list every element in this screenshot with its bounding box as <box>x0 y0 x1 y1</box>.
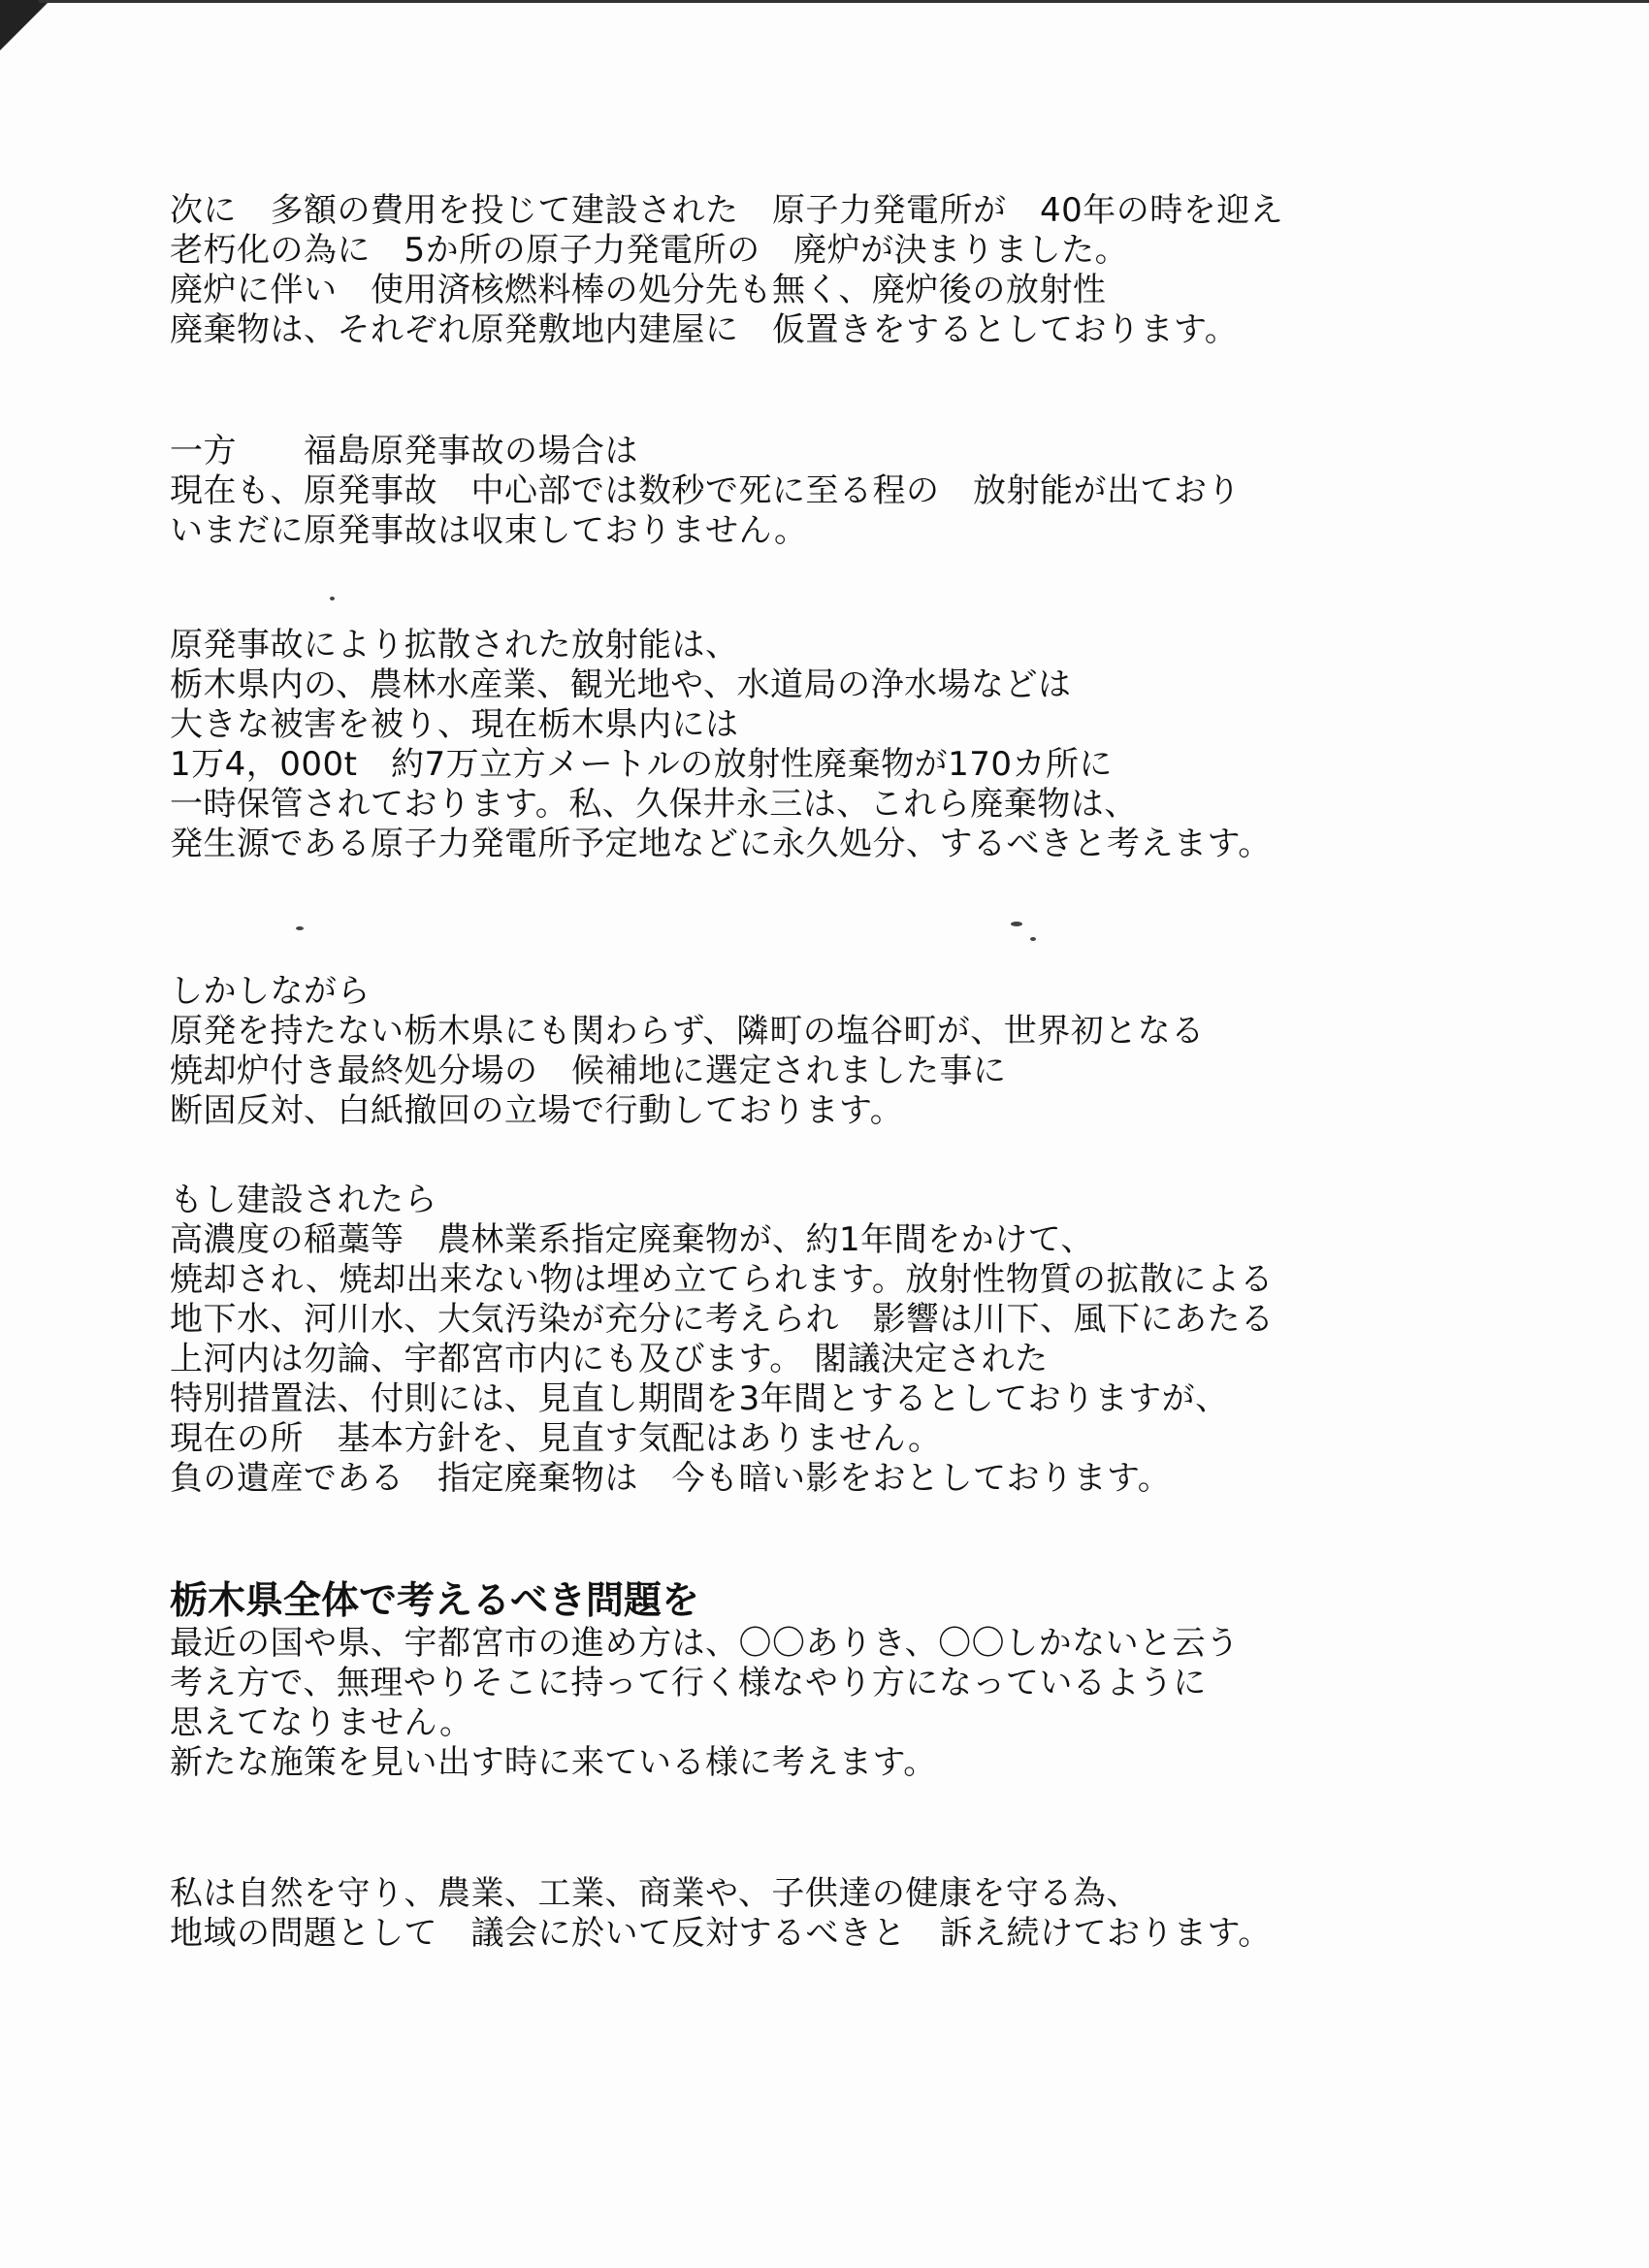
paragraph-5 <box>170 1181 1489 1499</box>
text-line: 負の遺産である 指定廃棄物は 今も暗い影をおとしております。 <box>170 1459 1172 1498</box>
text-line: 現在の所 基本方針を、見直す気配はありません。 <box>170 1419 942 1458</box>
text-line: 次に 多額の費用を投じて建設された 原子力発電所が 40年の時を迎え <box>170 191 1284 230</box>
text-line: 考え方で、無理やりそこに持って行く様なやり方になっているように <box>170 1664 1207 1702</box>
text-line: いまだに原発事故は収束しておりません。 <box>170 511 808 550</box>
text-line: 原発を持たない栃木県にも関わらず、隣町の塩谷町が、世界初となる <box>170 1012 1205 1051</box>
page-corner-shadow <box>0 0 50 50</box>
text-line: 廃棄物は、それぞれ原発敷地内建屋に 仮置きをするとしております。 <box>170 310 1239 349</box>
text-line: 焼却され、焼却出来ない物は埋め立てられます。放射性物質の拡散による <box>170 1260 1274 1299</box>
scan-speck <box>296 926 304 930</box>
text-line: 最近の国や県、宇都宮市の進め方は、〇〇ありき、〇〇しかないと云う <box>170 1624 1240 1663</box>
scan-speck <box>330 597 335 600</box>
text-line: 現在も、原発事故 中心部では数秒で死に至る程の 放射能が出ており <box>170 471 1241 510</box>
paragraph-4 <box>170 972 1489 1131</box>
paragraph-7 <box>170 1874 1489 1954</box>
text-line: しかしながら <box>170 972 371 1011</box>
text-line: 特別措置法、付則には、見直し期間を3年間とするとしておりますが、 <box>170 1379 1229 1418</box>
paragraph-1 <box>170 191 1489 350</box>
text-line: 新たな施策を見い出す時に来ている様に考えます。 <box>170 1743 937 1782</box>
text-line: 思えてなりません。 <box>170 1703 473 1742</box>
text-line: もし建設されたら <box>170 1181 437 1219</box>
text-line: 発生源である原子力発電所予定地などに永久処分、するべきと考えます。 <box>170 825 1272 863</box>
text-line: 栃木県内の、農林水産業、観光地や、水道局の浄水場などは <box>170 665 1072 704</box>
paragraph-2 <box>170 432 1489 551</box>
text-line: 一方 福島原発事故の場合は <box>170 432 638 470</box>
text-line: 断固反対、白紙撤回の立場で行動しております。 <box>170 1091 904 1130</box>
scan-speck <box>1030 937 1036 941</box>
text-line: 一時保管されております。私、久保井永三は、これら廃棄物は、 <box>170 785 1138 824</box>
text-line: 地下水、河川水、大気汚染が充分に考えられ 影響は川下、風下にあたる <box>170 1300 1275 1339</box>
text-line: 上河内は勿論、宇都宮市内にも及びます。 閣議決定された <box>170 1340 1049 1378</box>
paragraph-6 <box>170 1579 1489 1783</box>
text-line: 原発事故により拡散された放射能は、 <box>170 626 739 664</box>
text-line: 廃炉に伴い 使用済核燃料棒の処分先も無く、廃炉後の放射性 <box>170 271 1107 309</box>
paragraph-3 <box>170 626 1489 864</box>
text-line: 焼却炉付き最終処分場の 候補地に選定されました事に <box>170 1052 1007 1090</box>
text-line: 老朽化の為に 5か所の原子力発電所の 廃炉が決まりました。 <box>170 231 1129 270</box>
text-line: 地域の問題として 議会に於いて反対するべきと 訴え続けております。 <box>170 1914 1272 1953</box>
text-line: 1万4，000t 約7万立方メートルの放射性廃棄物が170カ所に <box>170 745 1114 784</box>
text-line: 私は自然を守り、農業、工業、商業や、子供達の健康を守る為、 <box>170 1874 1140 1913</box>
text-line: 高濃度の稲藁等 農林業系指定廃棄物が、約1年間をかけて、 <box>170 1220 1094 1259</box>
section-heading: 栃木県全体で考えるべき問題を <box>170 1579 700 1623</box>
scan-speck <box>1011 922 1022 926</box>
text-line: 大きな被害を被り、現在栃木県内には <box>170 705 739 744</box>
page-top-edge <box>39 0 1649 3</box>
